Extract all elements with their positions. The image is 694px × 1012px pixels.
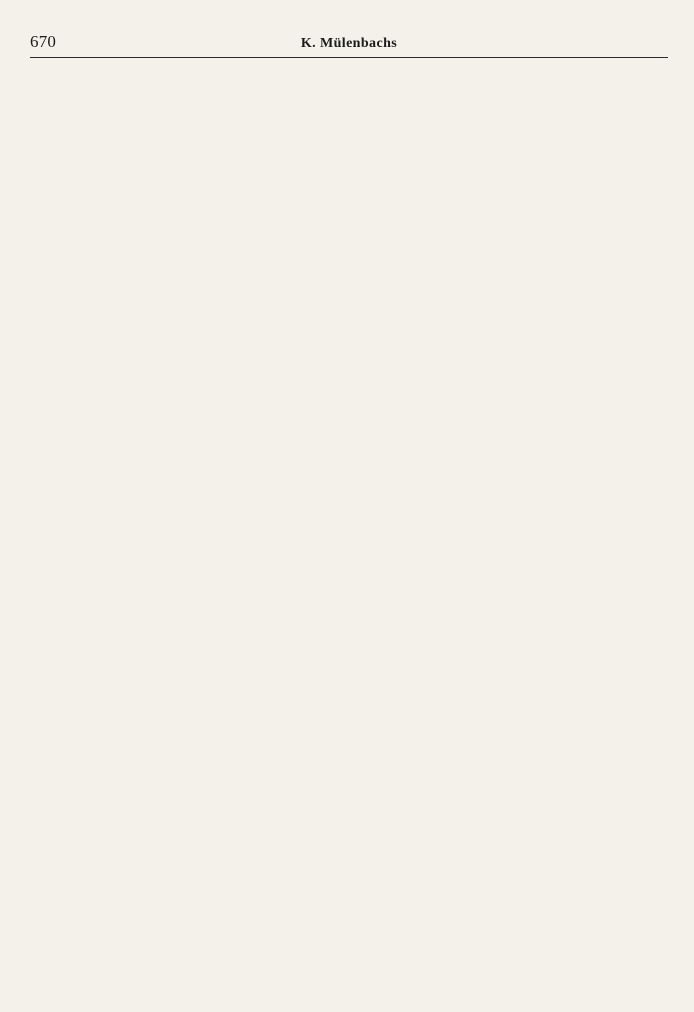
left-column [30, 74, 338, 1004]
running-title: K. Mülenbachs [300, 36, 398, 51]
page-number: 670 [30, 32, 57, 51]
right-column [360, 74, 668, 1004]
dictionary-body [30, 74, 668, 1004]
page-header [30, 28, 668, 58]
